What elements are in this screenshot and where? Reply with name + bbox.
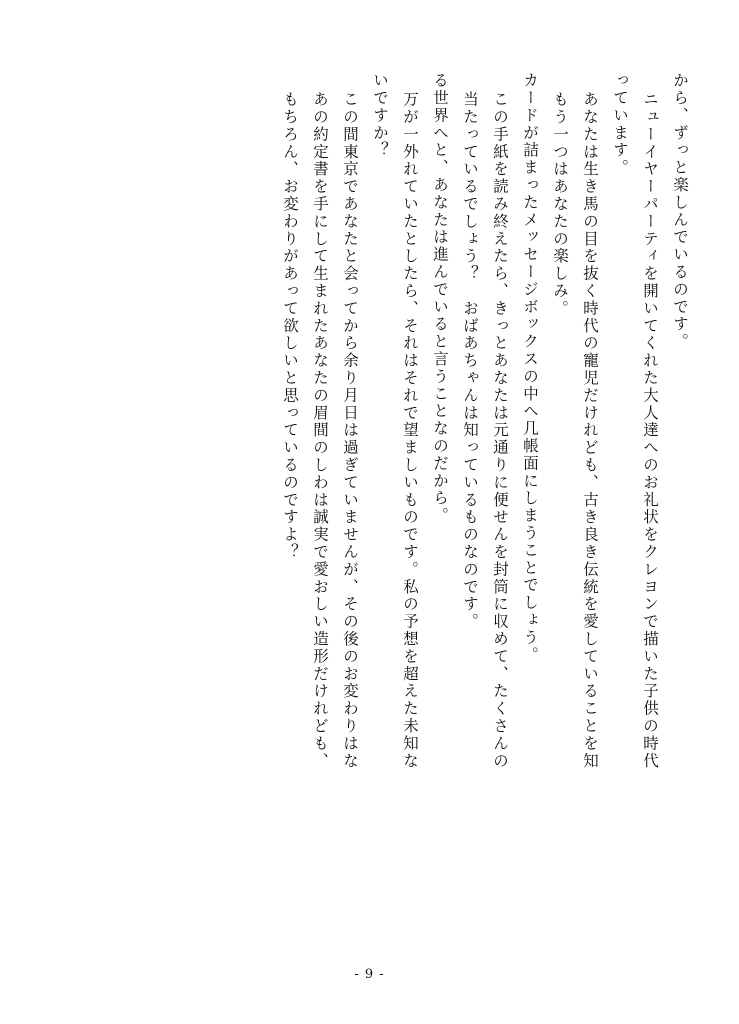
- text-column: この手紙を読み終えたら、きっとあなたは元通りに便せんを封筒に収めて、たくさんの: [491, 91, 509, 770]
- text-column: あの約定書を手にして生まれたあなたの眉間のしわは誠実で愛おしい造形だけれども、: [311, 91, 329, 770]
- text-column: から、ずっと楽しんでいるのです。: [671, 72, 689, 351]
- text-column: カードが詰まったメッセージボックスの中へ几帳面にしまうことでしょう。: [521, 72, 539, 664]
- text-column: る世界へと、あなたは進んでいると言うことなのだから。: [431, 72, 449, 525]
- text-column: いですか？: [371, 72, 389, 159]
- text-column: もう一つはあなたの楽しみ。: [551, 91, 569, 318]
- text-column: 当たっているでしょう？ おばあちゃんは知っているものなのです。: [461, 91, 479, 631]
- text-column: あなたは生き馬の目を抜く時代の寵児だけれども、古き良き伝統を愛していることを知: [581, 91, 599, 770]
- vertical-text-body: [52, 72, 687, 922]
- text-column: もちろん、お変わりがあって欲しいと思っているのですよ？: [281, 91, 299, 561]
- text-column: ニューイヤーパーティを開いてくれた大人達へのお礼状をクレヨンで描いた子供の時代: [641, 91, 659, 770]
- text-column: 万が一外れていたとしたら、それはそれで望ましいものです。私の予想を超えた未知な: [401, 91, 419, 770]
- page-number: - 9 -: [354, 967, 385, 982]
- text-column: この間東京であなたと会ってから余り月日は過ぎていませんが、その後のお変わりはな: [341, 91, 359, 770]
- text-column: っています。: [611, 72, 629, 177]
